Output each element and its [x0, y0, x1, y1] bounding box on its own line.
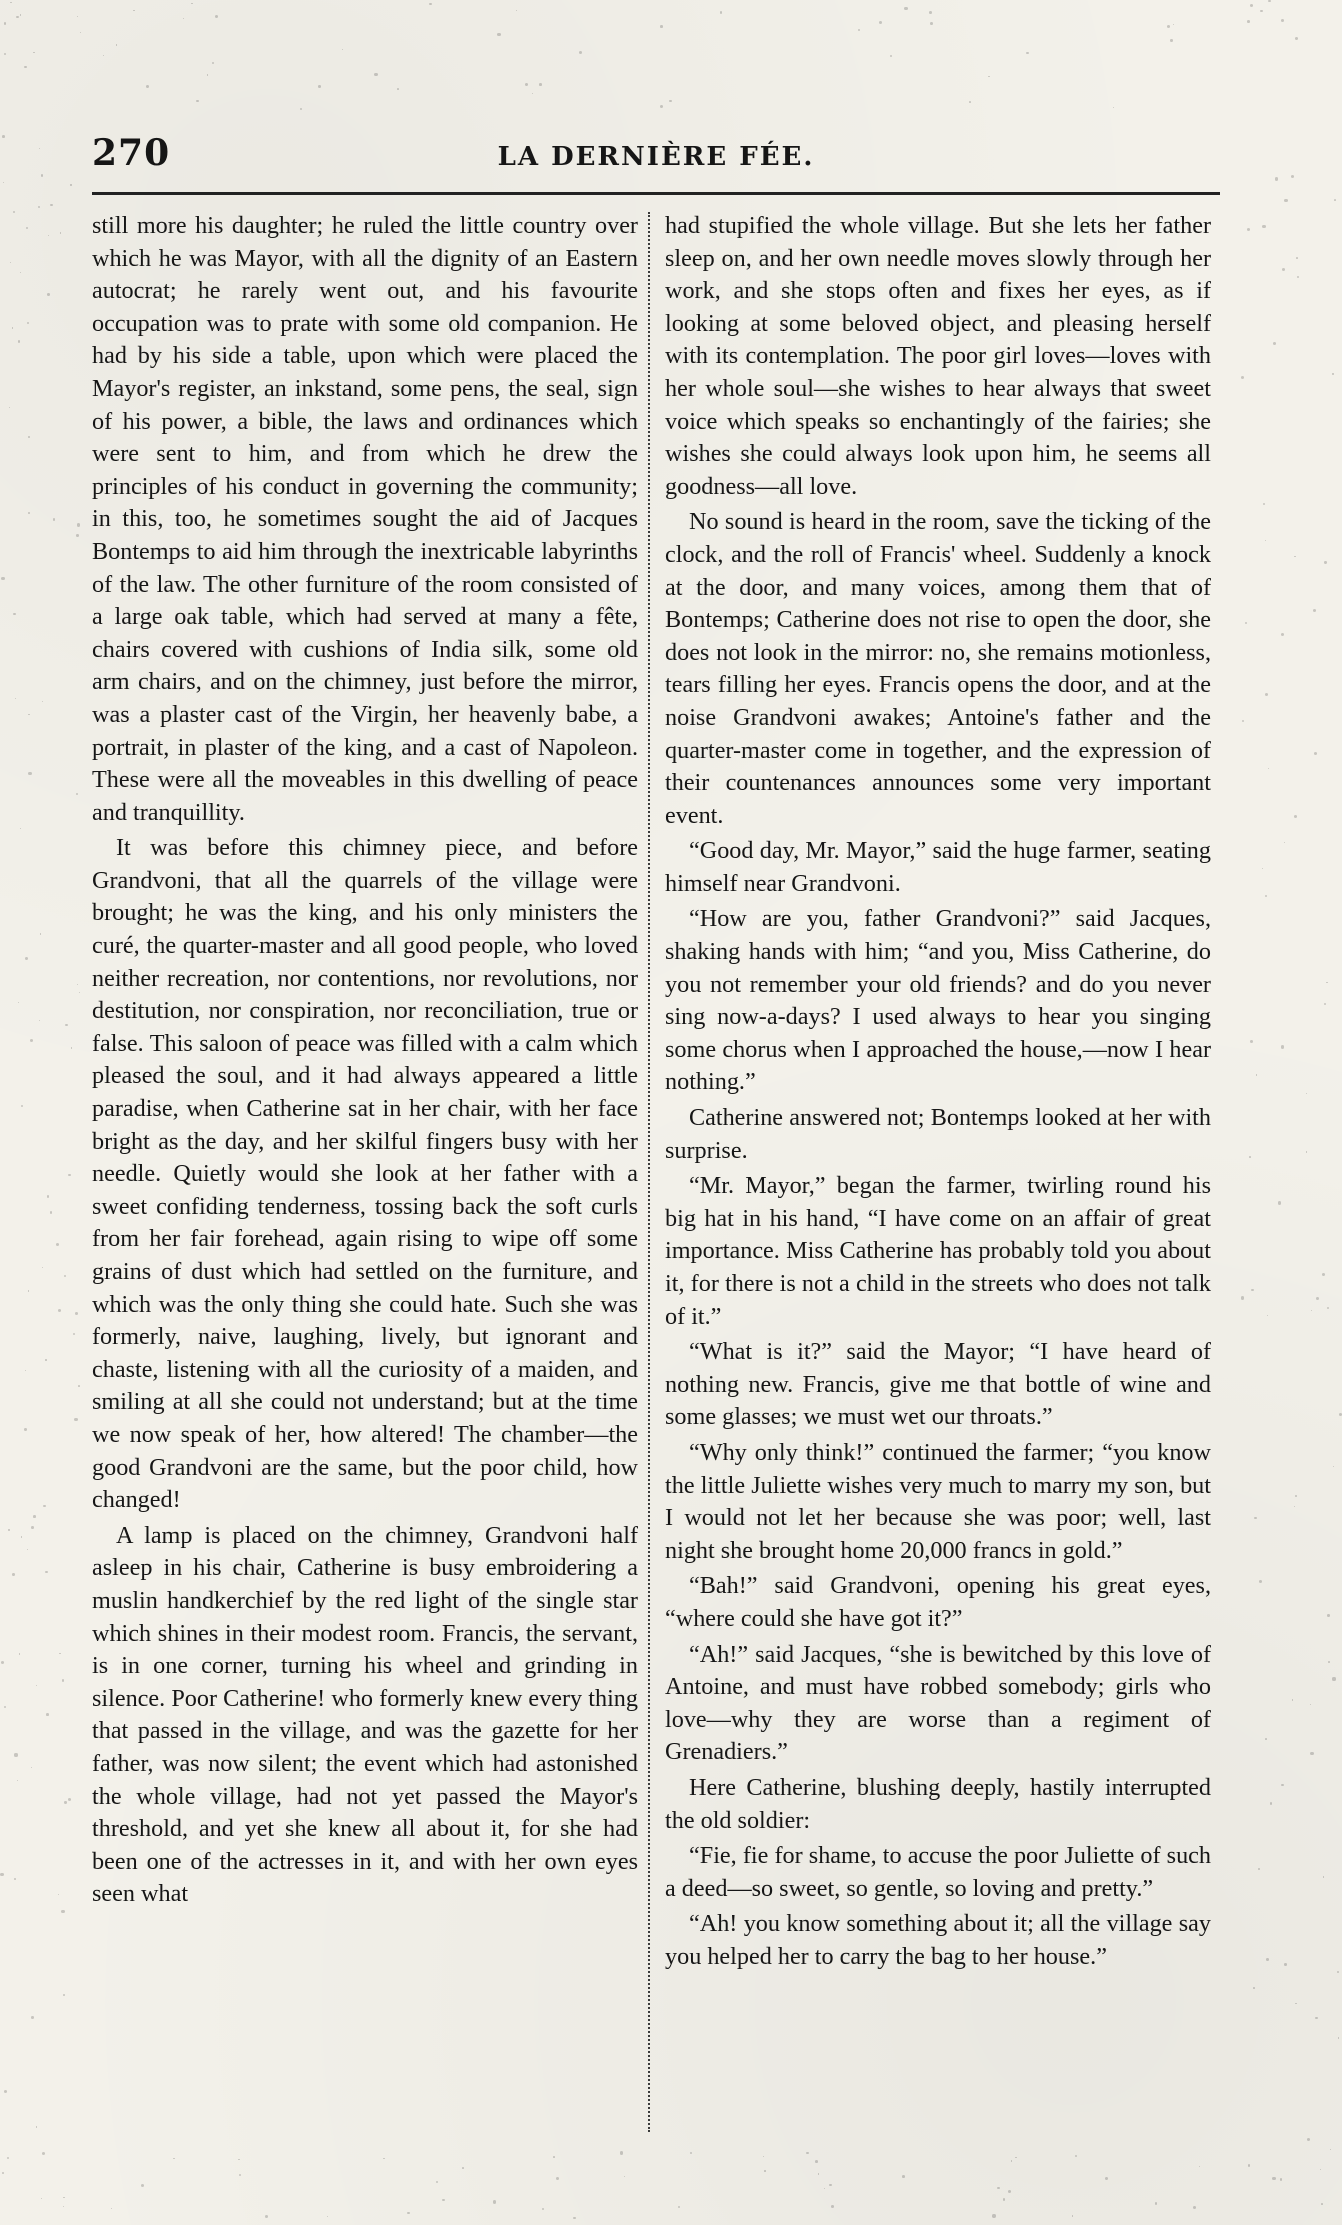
scan-speck	[660, 25, 663, 28]
scan-speck	[383, 2158, 384, 2159]
scan-speck	[1, 577, 4, 580]
scan-speck	[1338, 2037, 1339, 2038]
scan-speck	[39, 148, 40, 149]
scan-speck	[1265, 693, 1268, 696]
scan-speck	[1, 1661, 4, 1664]
scan-speck	[116, 44, 117, 45]
scan-speck	[33, 52, 35, 54]
scan-speck	[31, 1767, 33, 1769]
scan-speck	[1253, 1987, 1255, 1989]
scan-speck	[25, 957, 28, 960]
scan-speck	[1296, 257, 1298, 259]
scan-speck	[1241, 1296, 1244, 1299]
scan-speck	[24, 66, 27, 69]
scan-speck	[1284, 842, 1285, 843]
scan-speck	[58, 1309, 61, 1312]
scan-speck	[14, 1878, 16, 1880]
scan-speck	[50, 204, 52, 206]
scan-speck	[1262, 225, 1265, 228]
scan-speck	[1272, 2177, 1275, 2180]
scan-speck	[1310, 1752, 1313, 1755]
scan-speck	[133, 10, 135, 12]
scan-speck	[1155, 2202, 1158, 2205]
scan-speck	[8, 1529, 9, 1530]
scan-speck	[1270, 1802, 1273, 1805]
scan-speck	[77, 16, 79, 18]
scan-speck	[28, 436, 30, 438]
scan-speck	[573, 2217, 575, 2219]
scan-speck	[68, 1174, 70, 1176]
scan-speck	[1284, 199, 1287, 202]
paragraph: still more his daughter; he ruled the little country over which he was Mayor, with all the dignity of an Eastern autocrat; he rarely went out, and his favourite occupation was to prate with some old companion. He had by his side a table, upon which were placed the Mayor's register, an inkstand, some pens, the seal, sign of his power, a bible, the laws and ordinances which were sent to him, and from which he drew the principles of his conduct in governing the community; in this, too, he sometimes sought the aid of Jacques Bontemps to aid him through the inextricable labyrinths of the law. The other furniture of the room consisted of a large oak table, which had served at many a fête, chairs covered with cushions of India silk, some old arm chairs, and on the chimney, just before the mirror, was a plaster cast of the Virgin, her heavenly babe, a portrait, in plaster of the king, and a cast of Napoleon. These were all the moveables in this dwelling of peace and tranquillity.	[92, 212, 638, 826]
scan-speck	[1315, 2017, 1318, 2020]
scan-speck	[41, 2198, 42, 2199]
scan-speck	[1245, 622, 1247, 624]
paragraph: “Ah!” said Jacques, “she is bewitched by this love of Antoine, and must have robbed somebody; girls who love—why they are worse than a regiment of Grenadiers.”	[665, 1640, 1211, 1766]
scan-speck	[42, 1267, 44, 1269]
scan-speck	[58, 1894, 59, 1895]
scan-speck	[2, 135, 5, 138]
scan-speck	[930, 22, 933, 25]
scan-speck	[397, 88, 399, 90]
scan-speck	[997, 2187, 999, 2189]
scan-speck	[18, 340, 20, 342]
scan-speck	[56, 1243, 59, 1246]
scan-speck	[212, 62, 214, 64]
scan-speck	[1327, 1614, 1330, 1617]
scan-speck	[539, 83, 542, 86]
scan-speck	[7, 2157, 10, 2160]
scan-speck	[1281, 19, 1284, 22]
scan-speck	[1170, 39, 1173, 42]
scan-speck	[238, 2159, 239, 2160]
scan-speck	[1294, 1506, 1295, 1507]
scan-speck	[77, 984, 78, 985]
scan-speck	[31, 2016, 34, 2019]
left-column	[92, 210, 638, 2190]
scan-speck	[1254, 1517, 1257, 1520]
scan-speck	[1247, 228, 1250, 231]
scan-speck	[1278, 1201, 1281, 1204]
scan-speck	[103, 55, 105, 57]
scan-speck	[1249, 1156, 1251, 1158]
scan-speck	[3, 182, 4, 183]
scan-speck	[64, 1275, 66, 1277]
scan-speck	[1337, 1971, 1339, 1973]
scan-speck	[71, 1047, 73, 1049]
scan-speck	[525, 83, 528, 86]
scan-speck	[1193, 2206, 1196, 2209]
scan-speck	[1306, 1151, 1307, 1152]
scan-speck	[1075, 2155, 1077, 2157]
scan-speck	[1324, 1003, 1326, 1005]
scan-speck	[20, 14, 22, 16]
scan-speck	[1072, 2215, 1074, 2217]
scan-speck	[48, 235, 49, 236]
scan-speck	[462, 2167, 464, 2169]
paragraph: Here Catherine, blushing deeply, hastily interrupted the old soldier:	[665, 1773, 1211, 1834]
scan-speck	[1275, 177, 1278, 180]
scan-speck	[1323, 1876, 1324, 1877]
scan-speck	[27, 322, 29, 324]
scan-speck	[78, 1385, 80, 1387]
scan-speck	[407, 2212, 410, 2215]
scan-speck	[1295, 37, 1298, 40]
scan-speck	[141, 2184, 144, 2187]
scan-speck	[13, 211, 15, 213]
scan-speck	[4, 1706, 6, 1708]
scan-speck	[858, 29, 860, 31]
scan-speck	[4, 2090, 7, 2093]
scan-speck	[43, 1505, 45, 1507]
scan-speck	[1268, 0, 1270, 2]
scan-speck	[73, 1333, 75, 1335]
scan-speck	[904, 7, 907, 10]
scan-speck	[1327, 1307, 1329, 1309]
scan-speck	[1008, 2190, 1011, 2193]
scan-speck	[1248, 2164, 1250, 2166]
scan-speck	[36, 1685, 37, 1686]
scan-speck	[79, 992, 81, 994]
scan-speck	[1310, 1704, 1311, 1705]
scan-speck	[111, 2208, 112, 2209]
scan-speck	[1260, 10, 1263, 13]
scan-speck	[1263, 503, 1265, 505]
scan-speck	[879, 21, 882, 24]
scan-speck	[50, 1211, 52, 1213]
scan-speck	[30, 1039, 33, 1042]
scan-speck	[38, 206, 40, 208]
scan-speck	[1167, 25, 1170, 28]
scan-speck	[429, 3, 431, 5]
scan-speck	[41, 174, 44, 177]
scan-speck	[1294, 815, 1297, 818]
scan-speck	[1314, 752, 1317, 755]
scan-speck	[191, 3, 193, 5]
scan-speck	[1307, 2138, 1310, 2141]
right-column	[665, 210, 1211, 2190]
scan-speck	[20, 272, 22, 274]
paragraph: had stupified the whole village. But she lets her father sleep on, and her own needle moves slowly through her work, and she stops often and fixes her eyes, as if looking at some beloved object, and pleasing herself with its contemplation. The poor girl loves—loves with her whole soul—she wishes to hear always that sweet voice which speaks so enchantingly of the fairies; she wishes she could always look upon him, he seems all goodness—all love.	[665, 212, 1211, 500]
scan-speck	[1281, 1784, 1284, 1787]
scan-speck	[929, 11, 932, 14]
scan-speck	[556, 2177, 559, 2180]
scan-speck	[1313, 609, 1316, 612]
scan-speck	[1320, 2169, 1321, 2170]
scan-speck	[0, 1873, 3, 1876]
scan-speck	[21, 1105, 23, 1107]
scan-speck	[1251, 1289, 1254, 1292]
scan-speck	[76, 534, 79, 537]
scan-speck	[988, 76, 989, 77]
scan-speck	[63, 1994, 65, 1996]
scan-speck	[59, 1653, 61, 1655]
scan-speck	[1294, 556, 1295, 557]
scan-speck	[902, 2175, 905, 2178]
scan-speck	[1297, 276, 1299, 278]
scan-speck	[4, 53, 6, 55]
scan-speck	[1322, 1273, 1325, 1276]
scan-speck	[19, 1653, 20, 1654]
scan-speck	[1265, 895, 1267, 897]
scan-speck	[1281, 633, 1284, 636]
paragraph: “How are you, father Grandvoni?” said Jacques, shaking hands with him; “and you, Miss Catherine, do you not remember your old friends? and do you never sing now-a-days? I used always to hear you singing some chorus when I approached the house,—now I hear nothing.”	[665, 905, 1211, 1096]
scan-speck	[68, 1798, 71, 1801]
scan-speck	[1333, 1466, 1334, 1467]
scan-speck	[12, 1573, 15, 1576]
scan-speck	[33, 1515, 36, 1518]
scan-speck	[1328, 1661, 1330, 1663]
scan-speck	[183, 18, 184, 19]
scan-speck	[829, 2184, 832, 2187]
scan-speck	[764, 2170, 765, 2171]
scan-speck	[47, 293, 50, 296]
scan-speck	[1332, 1677, 1335, 1680]
scan-speck	[21, 1536, 22, 1537]
scan-speck	[1291, 175, 1294, 178]
scan-speck	[63, 2206, 64, 2207]
scan-speck	[42, 2152, 45, 2155]
scan-speck	[1321, 2203, 1323, 2205]
scan-speck	[493, 2200, 496, 2203]
scan-speck	[1247, 20, 1250, 23]
scan-speck	[265, 2215, 268, 2218]
paragraph: “Ah! you know something about it; all the village say you helped her to carry the bag to her house.”	[665, 1910, 1211, 1970]
scan-speck	[1311, 1310, 1312, 1311]
scan-speck	[42, 701, 43, 702]
scan-speck	[516, 10, 517, 11]
paragraph: “Why only think!” continued the farmer; “you know the little Juliette wishes very much to marry my son, but I would not let her because she was poor; well, last night she brought home 20,000 francs in gold.”	[665, 1438, 1211, 1564]
scan-speck	[45, 1359, 46, 1360]
scan-speck	[62, 1679, 65, 1682]
scan-speck	[620, 2151, 623, 2154]
scan-speck	[207, 74, 208, 75]
scan-speck	[1292, 1699, 1294, 1701]
scan-speck	[1334, 199, 1336, 201]
scan-speck	[1105, 2177, 1108, 2180]
scan-speck	[890, 55, 892, 57]
page-number: 270	[92, 132, 171, 174]
scan-speck	[1273, 342, 1276, 345]
scan-speck	[28, 1290, 30, 1292]
scan-speck	[146, 85, 149, 88]
scan-speck	[669, 100, 672, 103]
scan-speck	[442, 2199, 444, 2201]
scan-speck	[196, 100, 198, 102]
scan-speck	[342, 49, 343, 50]
scan-speck	[10, 2, 11, 3]
scan-speck	[1268, 768, 1270, 770]
scan-speck	[1256, 1074, 1258, 1076]
paragraph: “Good day, Mr. Mayor,” said the huge farmer, seating himself near Grandvoni.	[665, 837, 1211, 897]
scan-speck	[25, 1370, 26, 1371]
scan-speck	[16, 16, 19, 19]
scan-speck	[1026, 52, 1028, 54]
page-header	[92, 132, 1220, 192]
scan-speck	[1113, 107, 1115, 109]
scan-speck	[1003, 2198, 1005, 2200]
scan-speck	[1324, 561, 1326, 563]
scan-speck	[532, 93, 533, 94]
scan-speck	[1250, 1040, 1253, 1043]
paragraph: It was before this chimney piece, and before Grandvoni, that all the quarrels of the village were brought; he was the king, and his only ministers the curé, the quarter-master and all good people, who loved neither recreation, nor contentions, nor revolutions, nor destitution, nor conspiration, nor reconciliation, true or false. This saloon of peace was filled with a calm which pleased the soul, and it had always appeared a little paradise, when Catherine sat in her chair, with her face bright as the day, and her skilful fingers busy with her needle. Quietly would she look at her father with a sweet confiding tenderness, tossing back the soft curls from her fair forehead, again rising to wipe off some grains of dust which had settled on the furniture, and which was the only thing she could hate. Such she was formerly, naive, laughing, lively, but ignorant and chaste, listening with all the curiosity of a maiden, and smiling at all she could not understand; but at the time we now speak of her, how altered! The chamber—the good Grandvoni are the same, but the poor child, how changed!	[92, 834, 638, 1514]
scan-speck	[173, 2158, 175, 2160]
scan-speck	[20, 828, 22, 830]
scan-speck	[45, 1571, 48, 1574]
scan-speck	[720, 11, 723, 14]
scan-speck	[76, 793, 78, 795]
scan-speck	[36, 2126, 37, 2127]
scan-speck	[28, 714, 29, 715]
paragraph: No sound is heard in the room, save the ticking of the clock, and the roll of Francis' wheel. Suddenly a knock at the door, and many voices, among them that of Bontemps; Catherine does not rise to open the door, she does not look in the mirror: no, she remains motionless, tears filling her eyes. Francis opens the door, and at the noise Grandvoni awakes; Antoine's father and the quarter-master come in together, and the expression of their countenances announces some very important event.	[665, 508, 1211, 829]
scan-speck	[60, 232, 61, 233]
scan-speck	[992, 2214, 995, 2217]
scan-speck	[1173, 24, 1174, 25]
scan-speck	[1266, 1958, 1269, 1961]
scan-speck	[1295, 2003, 1296, 2004]
scan-speck	[1242, 720, 1244, 722]
scan-speck	[39, 1020, 40, 1021]
scan-speck	[12, 327, 14, 329]
paragraph: “Mr. Mayor,” began the farmer, twirling round his big hat in his hand, “I have come on an affair of great importance. Miss Catherine has probably told you about it, for there is not a child in the streets who does not talk of it.”	[665, 1172, 1211, 1330]
scan-speck	[74, 1418, 77, 1421]
scan-speck	[17, 1780, 18, 1781]
paragraph: “Fie, fie for shame, to accuse the poor Juliette of such a deed—so sweet, so gentle, so loving and pretty.”	[665, 1842, 1211, 1902]
scan-speck	[28, 512, 30, 514]
scan-speck	[1267, 1315, 1268, 1316]
scan-speck	[1284, 1963, 1287, 1966]
scan-speck	[327, 2216, 328, 2217]
scan-speck	[1282, 268, 1285, 271]
scan-speck	[61, 1910, 64, 1913]
scan-speck	[80, 32, 81, 33]
scan-speck	[579, 51, 582, 54]
scan-speck	[28, 772, 31, 775]
scan-speck	[27, 1549, 28, 1550]
scan-speck	[1258, 1868, 1260, 1870]
scan-speck	[1281, 1045, 1284, 1048]
scan-speck	[1280, 2178, 1282, 2180]
scan-speck	[1332, 373, 1333, 374]
scan-speck	[77, 523, 80, 526]
scan-speck	[1326, 982, 1327, 983]
scan-speck	[1330, 2149, 1331, 2150]
header-rule	[92, 192, 1220, 195]
scan-speck	[215, 15, 218, 18]
scan-speck	[1259, 1580, 1262, 1583]
scan-speck	[31, 1526, 34, 1529]
scan-speck	[70, 184, 71, 185]
scan-speck	[831, 2205, 834, 2208]
scan-speck	[374, 73, 377, 76]
paragraph: “Bah!” said Grandvoni, opening his great eyes, “where could she have got it?”	[665, 1572, 1211, 1632]
scan-speck	[1250, 4, 1253, 7]
scan-speck	[542, 2208, 544, 2210]
scan-speck	[24, 1428, 27, 1431]
scan-speck	[318, 85, 321, 88]
scan-speck	[1265, 1738, 1267, 1740]
scan-speck	[497, 33, 500, 36]
scan-speck	[14, 1753, 17, 1756]
scan-speck	[64, 1801, 66, 1803]
scan-speck	[18, 1002, 19, 1003]
paragraph: “What is it?” said the Mayor; “I have heard of nothing new. Francis, give me that bottle of wine and some glasses; we must wet our throats.”	[665, 1338, 1211, 1431]
scan-speck	[1306, 1093, 1307, 1094]
scan-speck	[553, 2156, 555, 2158]
scan-speck	[26, 227, 28, 229]
scan-speck	[1265, 540, 1266, 541]
scan-speck	[300, 108, 302, 110]
scan-speck	[678, 2206, 680, 2208]
scan-speck	[47, 1195, 49, 1197]
scan-speck	[9, 407, 10, 408]
scan-speck	[969, 101, 971, 103]
running-title: LA DERNIÈRE FÉE.	[497, 142, 815, 172]
scan-speck	[13, 613, 15, 615]
scan-speck	[1262, 868, 1263, 869]
scan-speck	[75, 1312, 78, 1315]
scan-speck	[63, 2197, 65, 2199]
scan-speck	[1241, 376, 1244, 379]
scan-speck	[15, 698, 16, 699]
scan-speck	[1295, 1495, 1297, 1497]
scan-speck	[4, 22, 7, 25]
scan-speck	[53, 518, 56, 521]
scan-speck	[40, 933, 42, 935]
scan-speck	[1316, 1297, 1319, 1300]
scan-speck	[65, 1024, 67, 1026]
scan-speck	[2, 2172, 4, 2174]
column-divider	[648, 212, 651, 2132]
paragraph: Catherine answered not; Bontemps looked at her with surprise.	[665, 1104, 1211, 1164]
scan-speck	[10, 262, 11, 263]
scan-speck	[46, 1713, 49, 1716]
paragraph: A lamp is placed on the chimney, Grandvoni half asleep in his chair, Catherine is busy embroidering a muslin handkerchief by the red light of the single star which shines in their modest room. Francis, the servant, is in one corner, turning his wheel and grinding in silence. Poor Catherine! who formerly knew every thing that passed in the village, and was the gazette for her father, was now silent; the event which had astonished the whole village, had not yet passed the Mayor's threshold, and yet she knew all about it, for she had been one of the actresses in it, and with her own eyes seen what	[92, 1521, 638, 1908]
scan-speck	[660, 105, 663, 108]
